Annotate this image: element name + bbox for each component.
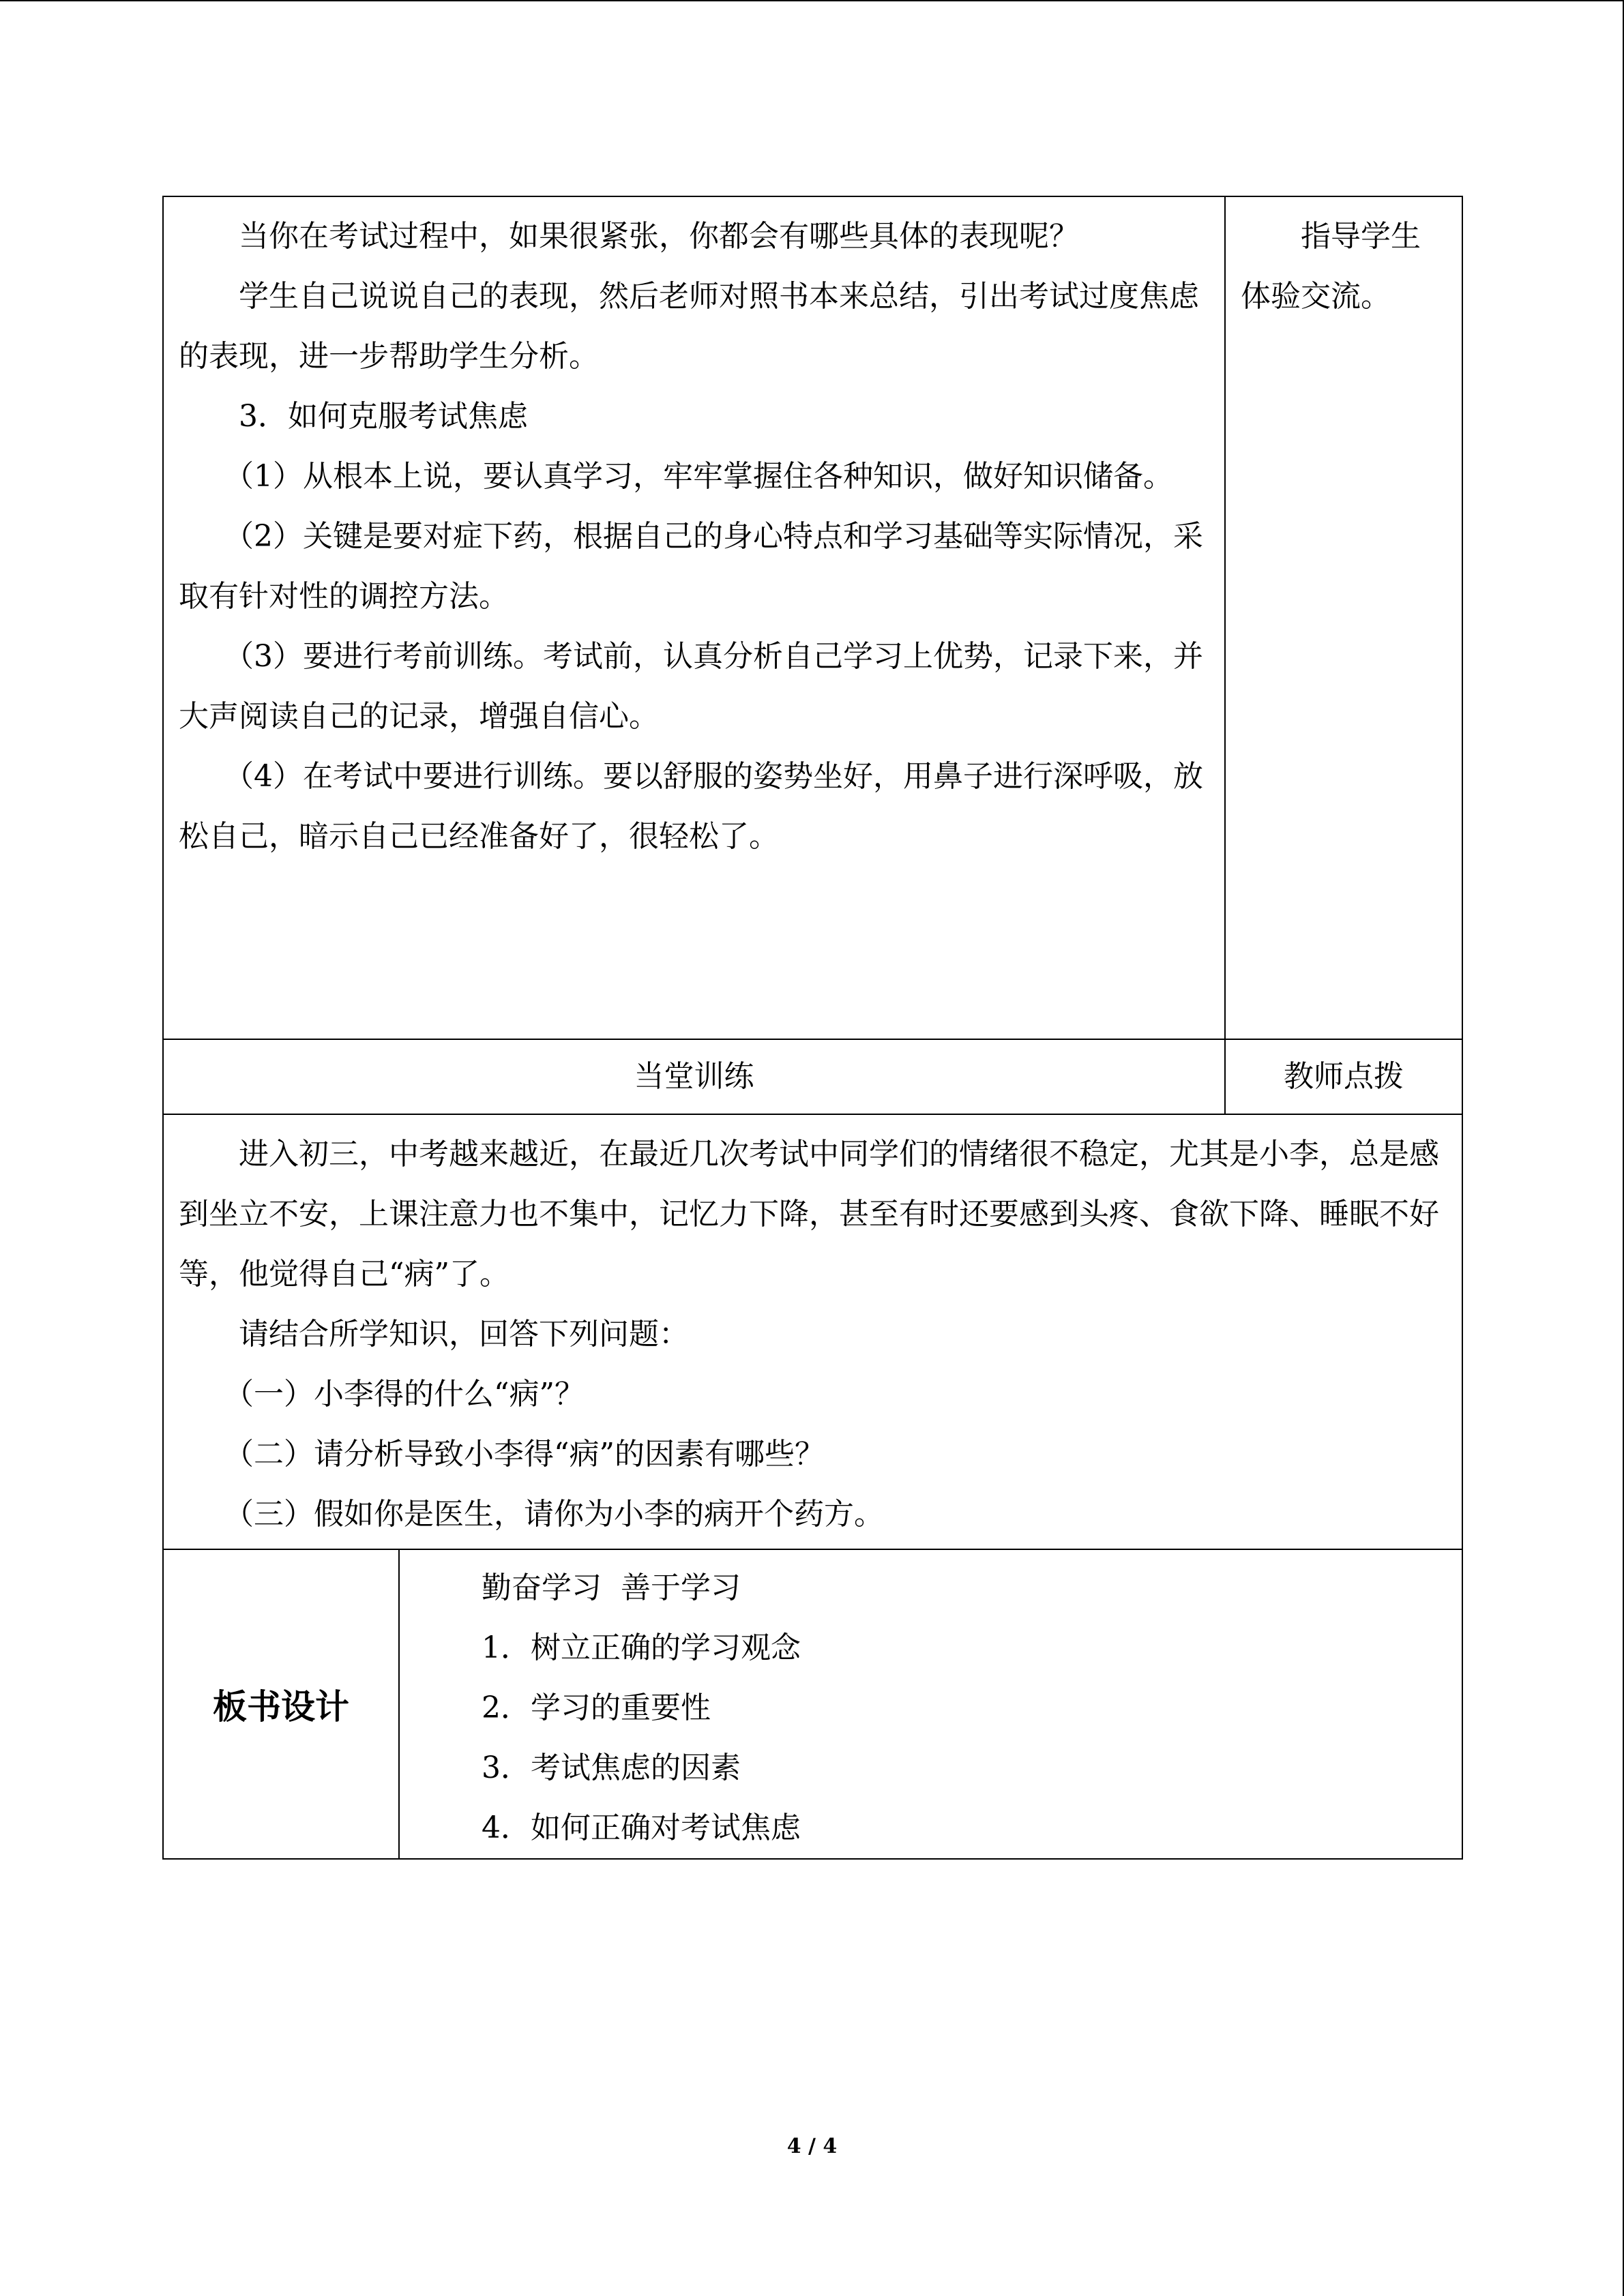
teaching-paragraph: （1）从根本上说，要认真学习，牢牢掌握住各种知识，做好知识储备。 <box>224 459 1173 494</box>
teaching-paragraph: 3．如何克服考试焦虑 <box>239 399 528 434</box>
board-design-row <box>163 1549 1462 1859</box>
training-question: （一）小李得的什么“病”？ <box>224 1377 585 1412</box>
teaching-content-cell <box>163 196 1225 1039</box>
board-design-line: 2．学习的重要性 <box>482 1690 711 1725</box>
teaching-paragraph: 学生自己说说自己的表现，然后老师对照书本来总结，引出考试过度焦虑的表现，进一步帮助学生分析。 <box>179 279 1199 374</box>
top-border-line <box>0 0 1624 1</box>
training-content-cell <box>163 1114 1462 1549</box>
teaching-paragraph: （3）要进行考前训练。考试前，认真分析自己学习上优势，记录下来，并大声阅读自己的记录，增强自信心。 <box>179 639 1203 734</box>
training-header-row <box>163 1039 1462 1114</box>
board-design-label: 板书设计 <box>163 1549 399 1859</box>
teaching-paragraph: 当你在考试过程中，如果很紧张，你都会有哪些具体的表现呢？ <box>239 219 1079 254</box>
training-header-right: 教师点拨 <box>1225 1039 1462 1114</box>
teaching-paragraph: （4）在考试中要进行训练。要以舒服的姿势坐好，用鼻子进行深呼吸，放松自己，暗示自己已经准备好了，很轻松了。 <box>179 759 1203 854</box>
board-design-content <box>399 1549 1462 1859</box>
board-design-line: 3．考试焦虑的因素 <box>482 1750 741 1785</box>
training-header-left: 当堂训练 <box>163 1039 1225 1114</box>
training-question: （二）请分析导致小李得“病”的因素有哪些？ <box>224 1437 825 1472</box>
training-question: （三）假如你是医生，请你为小李的病开个药方。 <box>224 1497 884 1532</box>
training-paragraph: 进入初三，中考越来越近，在最近几次考试中同学们的情绪很不稳定，尤其是小李，总是感到坐立不安，上课注意力也不集中，记忆力下降，甚至有时还要感到头疼、食欲下降、睡眠不好等，他觉得自己“病”了。 <box>179 1137 1439 1292</box>
board-design-line: 1．树立正确的学习观念 <box>482 1630 801 1665</box>
training-paragraph: 请结合所学知识，回答下列问题： <box>239 1317 689 1352</box>
teacher-guidance-text: 指导学生体验交流。 <box>1241 219 1421 314</box>
teacher-guidance-cell <box>1225 196 1462 1039</box>
board-design-line: 勤奋学习 善于学习 <box>482 1570 741 1605</box>
teaching-paragraph: （2）关键是要对症下药，根据自己的身心特点和学习基础等实际情况，采取有针对性的调控方法。 <box>179 519 1203 614</box>
board-design-line: 4．如何正确对考试焦虑 <box>482 1810 801 1845</box>
lesson-plan-table <box>162 196 1463 1860</box>
page-number: 4 / 4 <box>786 2134 838 2158</box>
training-content-row <box>163 1114 1462 1549</box>
teaching-process-row <box>163 196 1462 1039</box>
